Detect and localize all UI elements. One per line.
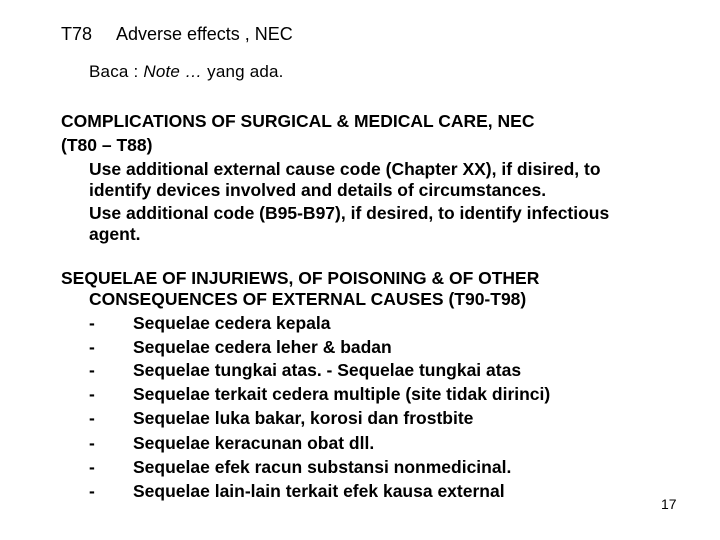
note-italic: Note … bbox=[143, 62, 203, 81]
bullet-dash: - bbox=[89, 408, 95, 428]
note-suffix: yang ada. bbox=[207, 62, 284, 81]
list-item: Sequelae tungkai atas. - Sequelae tungkai atas bbox=[133, 360, 522, 380]
bullet-dash: - bbox=[89, 384, 95, 404]
section1-heading-line1: COMPLICATIONS OF SURGICAL & MEDICAL CARE, NEC bbox=[61, 111, 535, 131]
bullet-dash: - bbox=[89, 313, 95, 333]
section1-line: agent. bbox=[89, 224, 141, 244]
list-item: Sequelae cedera leher & badan bbox=[133, 337, 392, 357]
section1-line: Use additional code (B95-B97), if desired, to identify infectious bbox=[89, 203, 610, 223]
list-item: Sequelae lain-lain terkait efek kausa external bbox=[133, 481, 505, 501]
list-item: Sequelae efek racun substansi nonmedicinal. bbox=[133, 457, 512, 477]
list-item: Sequelae keracunan obat dll. bbox=[133, 433, 375, 453]
bullet-dash: - bbox=[89, 481, 95, 501]
note-prefix: Baca : bbox=[89, 62, 139, 81]
section2-heading-line1: SEQUELAE OF INJURIEWS, OF POISONING & OF OTHER bbox=[61, 268, 540, 288]
list-item: Sequelae terkait cedera multiple (site tidak dirinci) bbox=[133, 384, 551, 404]
section1-line: identify devices involved and details of circumstances. bbox=[89, 180, 547, 200]
note-line bbox=[89, 62, 284, 82]
section1-line: Use additional external cause code (Chapter XX), if disired, to bbox=[89, 159, 601, 179]
page-title: Adverse effects , NEC bbox=[116, 24, 293, 44]
page-number: 17 bbox=[661, 496, 677, 512]
code-label: T78 bbox=[61, 24, 93, 44]
list-item: Sequelae luka bakar, korosi dan frostbite bbox=[133, 408, 474, 428]
bullet-dash: - bbox=[89, 457, 95, 477]
bullet-dash: - bbox=[89, 360, 95, 380]
section1-heading-line2: (T80 – T88) bbox=[61, 135, 153, 155]
list-item: Sequelae cedera kepala bbox=[133, 313, 331, 333]
section2-heading-line2: CONSEQUENCES OF EXTERNAL CAUSES (T90-T98) bbox=[89, 289, 527, 309]
bullet-dash: - bbox=[89, 337, 95, 357]
bullet-dash: - bbox=[89, 433, 95, 453]
